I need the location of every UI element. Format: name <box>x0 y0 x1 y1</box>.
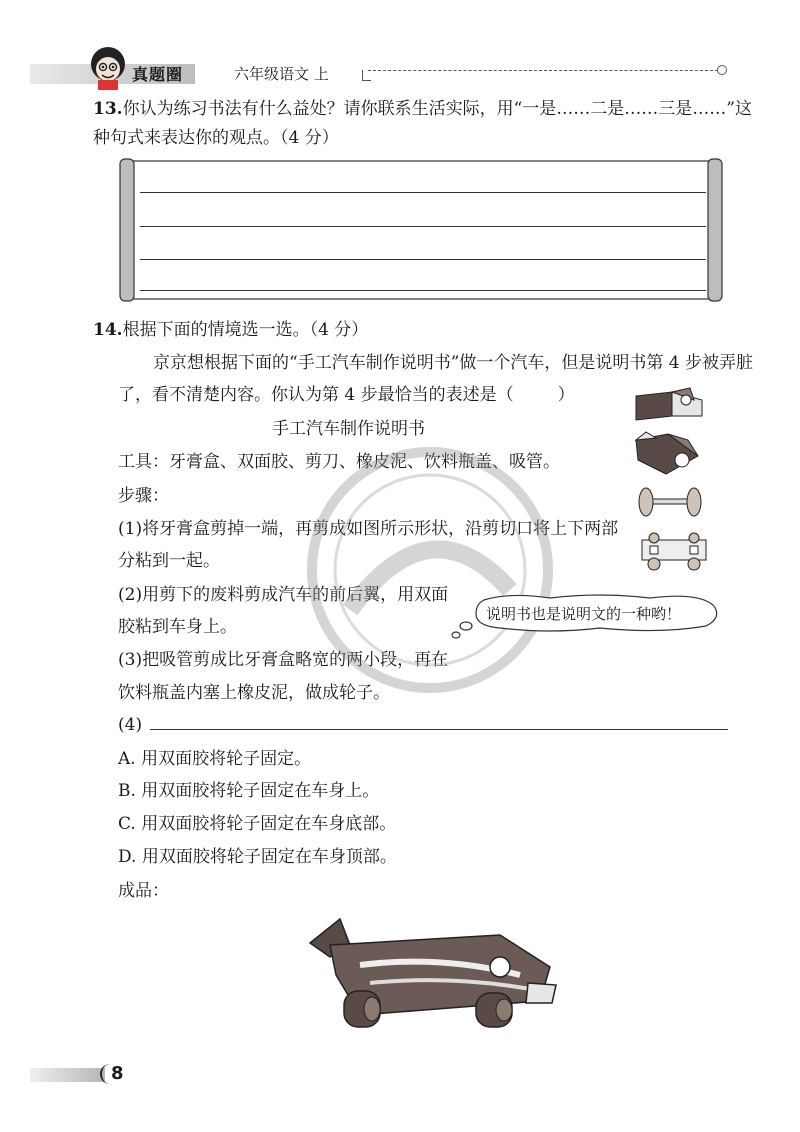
q14-para-line2-text: 了，看不清楚内容。你认为第 4 步最恰当的表述是（ <box>118 385 514 405</box>
header-subject: 六年级语文 上 <box>234 65 329 83</box>
footer-band <box>30 1068 105 1082</box>
step4-label: (4) <box>118 715 143 735</box>
q14-prompt-line <box>93 319 368 341</box>
option-a[interactable]: A. 用双面胶将轮子固定。 <box>118 749 312 769</box>
header-rule <box>368 70 718 71</box>
manual-title: 手工汽车制作说明书 <box>272 419 425 439</box>
header-rule-dot <box>717 65 727 75</box>
car-chassis-illustration <box>636 532 714 572</box>
finished-label: 成品： <box>118 881 169 901</box>
q14-number: 14. <box>93 320 123 340</box>
header-brand: 真题圈 <box>132 65 184 84</box>
manual-tools: 工具：牙膏盒、双面胶、剪刀、橡皮泥、饮料瓶盖、吸管。 <box>118 452 560 472</box>
q14-para-line2 <box>118 384 575 406</box>
q14-prompt: 根据下面的情境选一选。（4 分） <box>122 320 369 340</box>
answer-line[interactable] <box>140 259 706 260</box>
bubble-tail-icon <box>450 620 474 640</box>
answer-scroll <box>118 155 724 303</box>
step3-line1: (3)把吸管剪成比牙膏盒略宽的两小段，再在 <box>118 650 449 670</box>
step1-line2: 分粘到一起。 <box>118 551 220 571</box>
answer-line[interactable] <box>140 290 706 291</box>
bubble-text: 说明书也是说明文的一种哟！ <box>486 605 682 623</box>
answer-line[interactable] <box>140 226 706 227</box>
step3-line2: 饮料瓶盖内塞上橡皮泥，做成轮子。 <box>118 683 390 703</box>
q13-number: 13. <box>93 99 123 119</box>
step2-line1: (2)用剪下的废料剪成汽车的前后翼，用双面 <box>118 585 449 605</box>
q13-line1 <box>93 98 752 120</box>
mascot-icon <box>86 44 134 90</box>
page-number: 8 <box>111 1063 124 1084</box>
step4-blank-line <box>150 729 728 730</box>
option-b[interactable]: B. 用双面胶将轮子固定在车身上。 <box>118 781 380 801</box>
manual-steps-label: 步骤： <box>118 486 169 506</box>
wheel-axle-illustration <box>634 484 706 520</box>
watermark-stamp <box>290 440 570 700</box>
option-c[interactable]: C. 用双面胶将轮子固定在车身底部。 <box>118 814 397 834</box>
q13-text-line1: 你认为练习书法有什么益处？请你联系生活实际，用“一是……二是……三是……”这 <box>122 99 752 119</box>
step1-line1: (1)将牙膏盒剪掉一端，再剪成如图所示形状，沿剪切口将上下两部 <box>118 519 619 539</box>
answer-line[interactable] <box>140 192 706 193</box>
step2-line2: 胶粘到车身上。 <box>118 617 237 637</box>
finished-car-illustration <box>300 905 560 1035</box>
q14-para-line1: 京京想根据下面的“手工汽车制作说明书”做一个汽车，但是说明书第 4 步被弄脏 <box>153 353 754 373</box>
toothpaste-box-cut-illustration <box>632 386 707 426</box>
q13-text-line2: 种句式来表达你的观点。（4 分） <box>93 128 339 148</box>
q14-para-line2-close: ） <box>557 385 575 405</box>
toothpaste-box-folded-illustration <box>630 430 708 476</box>
header-rule-step <box>362 70 371 81</box>
option-d[interactable]: D. 用双面胶将轮子固定在车身顶部。 <box>118 847 397 867</box>
